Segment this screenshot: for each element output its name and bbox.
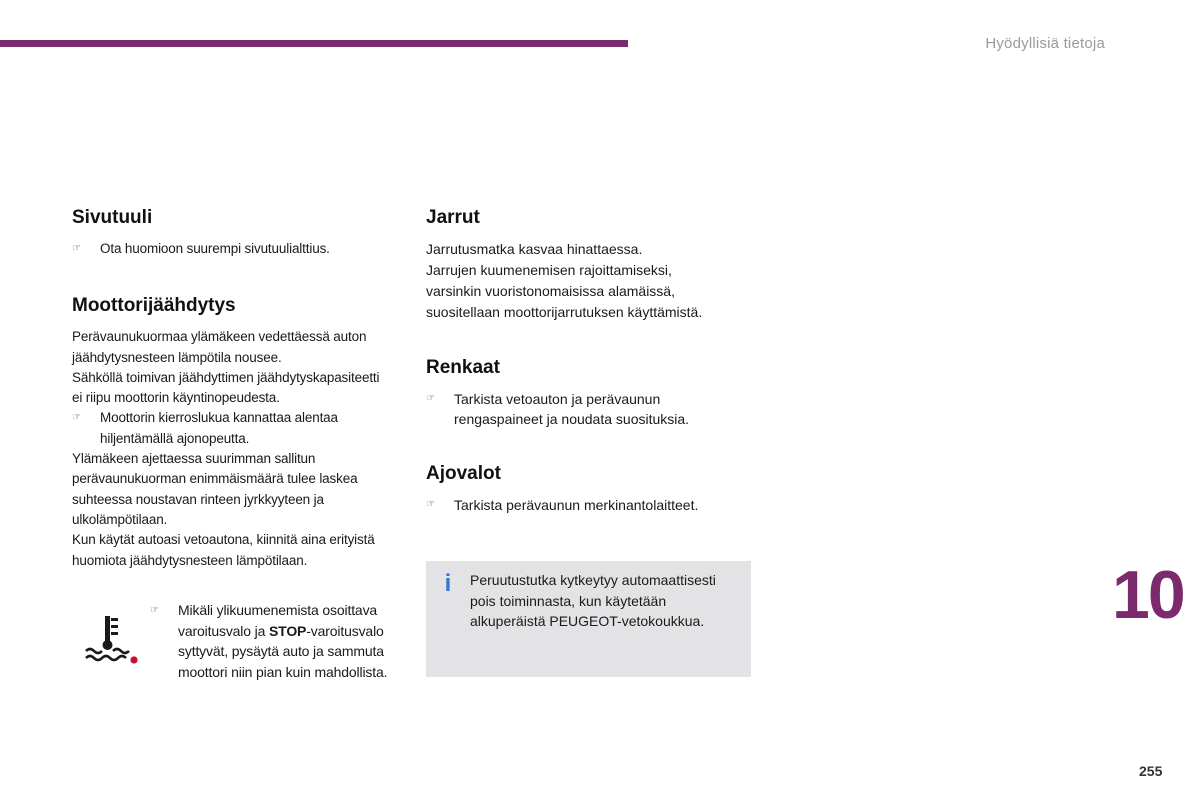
bullet-marker-icon: ☞: [426, 499, 435, 510]
info-box: [426, 561, 751, 677]
chapter-number: 10: [1112, 557, 1184, 633]
bullet-sivutuuli: ☞ Ota huomioon suurempi sivutuulialttius.: [72, 239, 402, 259]
warning-dot: [130, 656, 137, 663]
bullet-moottori: ☞ Moottorin kierroslukua kannattaa alentaa hiljentämällä ajonopeutta.: [72, 410, 338, 446]
bullet-marker-icon: ☞: [426, 393, 435, 404]
section-title-renkaat: Renkaat: [426, 357, 500, 378]
paragraph: Jarrutusmatka kasvaa hinattaessa. Jarrujen kuumenemisen rajoittamiseksi, varsinkin vuoristonomaisissa alamäissä, suositellaan moottorijarrutuksen käyttämistä.: [426, 241, 703, 320]
info-icon: i: [444, 570, 452, 597]
section-title-ajovalot: Ajovalot: [426, 463, 501, 484]
coolant-temperature-icon: [78, 612, 138, 666]
overheat-warning: [72, 598, 402, 678]
left-column: [72, 205, 402, 571]
section-title-jarrut: Jarrut: [426, 207, 480, 228]
bullet-marker-icon: ☞: [72, 243, 81, 254]
running-header: Hyödyllisiä tietoja: [985, 35, 1105, 52]
bullet-marker-icon: ☞: [72, 412, 81, 424]
paragraph: Perävaunukuormaa ylämäkeen vedettäessä auton jäähdytysnesteen lämpötila nousee. Sähköllä toimivan jäähdyttimen jäähdytyskapasiteetti ei riipu moottorin käyntinopeudesta.: [72, 329, 380, 406]
top-accent-bar: [0, 40, 628, 47]
warning-text: ☞ Mikäli ylikuumenemista osoittava varoitusvalo ja STOP-varoitusvalo syttyvät, pysäytä auto ja sammuta moottori niin pian kuin mahdollista.: [150, 602, 388, 680]
section-title-sivutuuli: Sivutuuli: [72, 207, 153, 228]
section-title-moottorijaahdytys: Moottorijäähdytys: [72, 295, 236, 317]
paragraph: Ylämäkeen ajettaessa suurimman sallitun perävaunukuorman enimmäismäärä tulee laskea suhteessa noustavan rinteen jyrkkyyteen ja ulkolämpötilaan. Kun käytät autoasi vetoautona, kiinnitä aina erityistä huomiota jäähdytysnesteen lämpötilaan.: [72, 451, 375, 568]
stop-label: STOP: [268, 622, 307, 639]
middle-column: [426, 205, 756, 515]
bullet-marker-icon: ☞: [150, 605, 159, 616]
bullet-ajovalot: ☞ Tarkista perävaunun merkinantolaitteet.: [426, 497, 699, 513]
info-text: Peruutustutka kytkeytyy automaattisesti pois toiminnasta, kun käytetään alkuperäistä PEUGEOT-vetokoukkua.: [470, 572, 716, 629]
page-number: 255: [1139, 763, 1163, 779]
bullet-renkaat: ☞ Tarkista vetoauton ja perävaunun rengaspaineet ja noudata suosituksia.: [426, 391, 690, 427]
